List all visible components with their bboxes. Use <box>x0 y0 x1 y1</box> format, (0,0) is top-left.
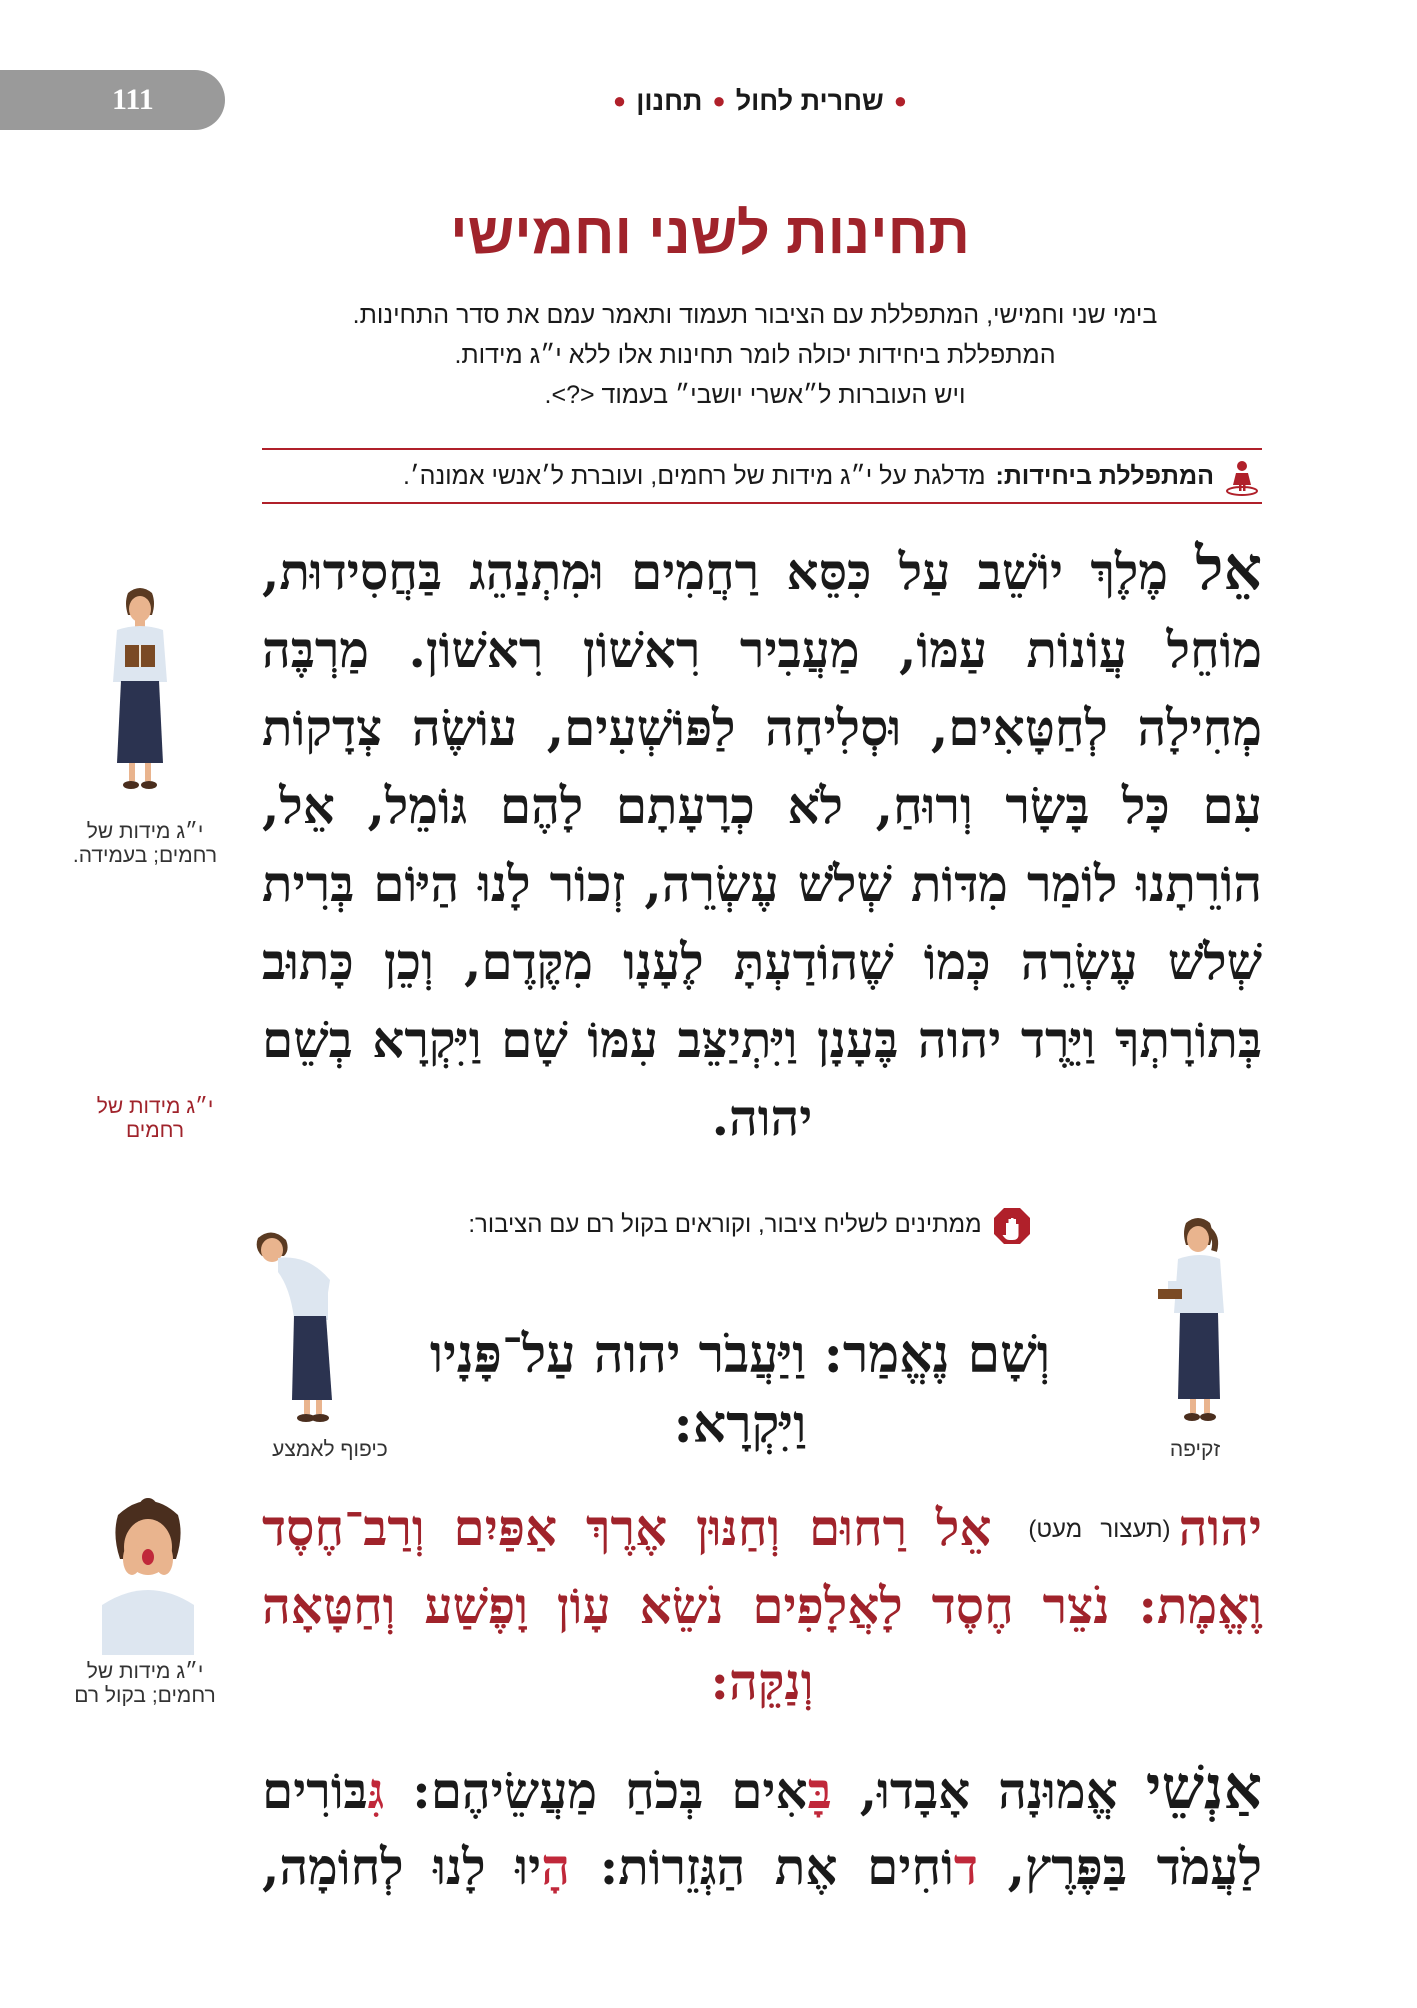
header-section: שחרית לחול <box>735 86 884 116</box>
women-alone-text: מדלגת על י״ג מידות של רחמים, ועוברת ל׳אנשי אמונה׳. <box>403 462 986 490</box>
anshei-acrostic-letter: בָּ <box>807 1761 832 1820</box>
women-alone-note <box>262 448 1262 504</box>
standing-woman-illustration <box>95 585 185 795</box>
page-number: 111 <box>112 83 154 116</box>
intro-line: המתפללת ביחידות יכולה לומר תחינות אלו ללא י״ג מידות. <box>454 341 1056 369</box>
anshei-part: אִים בְּכֹחַ מַעֲשֵׂיהֶם: <box>412 1761 808 1820</box>
anshei-part: בּוֹרִים לַעֲמֹד בַּפֶּרֶץ, <box>262 1761 1262 1896</box>
side-note-thirteen: י״ג מידות של רחמים <box>96 1095 214 1142</box>
caption-bow: כיפוף לאמצע <box>272 1438 388 1461</box>
anshei-acrostic-letter: הָ <box>541 1837 571 1896</box>
thirteen-pause: (תעצור מעט) <box>1028 1516 1171 1543</box>
intro-instructions <box>260 295 1250 415</box>
stop-instruction <box>380 1205 1120 1246</box>
running-header <box>560 86 960 117</box>
header-dot-icon: ● <box>712 88 726 113</box>
anshei-acrostic-letter: גִּ <box>367 1761 385 1820</box>
women-alone-label: המתפללת ביחידות: <box>995 462 1214 490</box>
stop-instruction-text: ממתינים לשליח ציבור, וקוראים בקול רם עם הציבור: <box>468 1211 982 1238</box>
caption-upright: זקיפה <box>1169 1438 1221 1461</box>
header-dot-icon: ● <box>612 88 627 113</box>
page-title: תחינות לשני וחמישי <box>450 201 970 266</box>
woman-alone-icon <box>1222 457 1262 497</box>
anshei-first-word: אַנְשֵׁי <box>1145 1753 1262 1823</box>
intro-line: ויש העוברות ל״אשרי יושבי״ בעמוד <?>. <box>544 381 966 409</box>
side-note-aloud: י״ג מידות של רחמים; בקול רם <box>74 1660 216 1707</box>
vayaavor-verse: וְשָׁם נֶאֱמַר: וַיַּעֲבֹר יהוה עַל־פָּנָיו וַיִּקְרָא: <box>429 1324 1051 1455</box>
main-prayer-text <box>262 530 1262 1157</box>
header-subsection: תחנון <box>636 86 703 116</box>
praying-aloud-woman-illustration <box>88 1495 208 1655</box>
header-dot-icon: ● <box>893 88 908 113</box>
thirteen-attributes-text <box>262 1490 1262 1720</box>
thirteen-start: יהוה <box>1178 1498 1262 1557</box>
anshei-acrostic-letter: ד <box>953 1837 978 1896</box>
main-prayer-first-word: אֵל <box>1195 534 1262 604</box>
main-prayer-body: מֶלֶךְ יוֹשֵׁב עַל כִּסֵּא רַחֲמִים וּמִתְנַהֵג בַּחֲסִידוּת, מוֹחֵל עֲוֹנוֹת עַמּוֹ, מַעֲבִיר רִאשׁוֹן רִאשׁוֹן. מַרְבֶּה מְחִילָה לְחַטָּאִים, וּסְלִיחָה לַפּוֹשְׁעִים, עוֹשֶׂה צְדָקוֹת עִם כָּל בָּשָׂר וְרוּחַ, לֹא כְרָעָתָם לָהֶם גּוֹמֵל, אֵל, הוֹרֵתָנוּ לוֹמַר מִדּוֹת שְׁלֹשׁ עֶשְׂרֵה, זְכוֹר לָנוּ הַיּוֹם בְּרִית שְׁלֹשׁ עֶשְׂרֵה כְּמוֹ שֶׁהוֹדַעְתָּ לֶעָנָו מִקֶּדֶם, וְכֵן כָּתוּב בְּתוֹרָתְךָ וַיֵּרֶד יהוה בֶּעָנָן וַיִּתְיַצֵּב עִמּוֹ שָׁם וַיִּקְרָא בְשֵׁם יהוה. <box>262 542 1262 1147</box>
bowing-woman-illustration <box>250 1230 360 1430</box>
anshei-part: יוּ לָנוּ לְחוֹמָה, <box>262 1837 542 1896</box>
anshei-part: אֱמוּנָה אָבָדוּ, <box>859 1761 1118 1820</box>
intro-line: בימי שני וחמישי, המתפללת עם הציבור תעמוד ותאמר עמם את סדר התחינות. <box>352 301 1158 329</box>
anshei-emuna-text <box>262 1750 1262 1905</box>
stop-hand-icon <box>992 1206 1032 1246</box>
anshei-part: וֹחִים אֶת הַגְּזֵרוֹת: <box>599 1837 954 1896</box>
side-note-standing: י״ג מידות של רחמים; בעמידה. <box>72 820 218 867</box>
thirteen-body: אֵל רַחוּם וְחַנּוּן אֶרֶךְ אַפַּיִם וְרַב־חֶסֶד וֶאֱמֶת: נֹצֵר חֶסֶד לָאֲלָפִים נֹשֵׂא עָוֹן וָפֶשַׁע וְחַטָּאָה וְנַקֵּה: <box>262 1498 1262 1711</box>
upright-woman-illustration <box>1150 1215 1240 1430</box>
